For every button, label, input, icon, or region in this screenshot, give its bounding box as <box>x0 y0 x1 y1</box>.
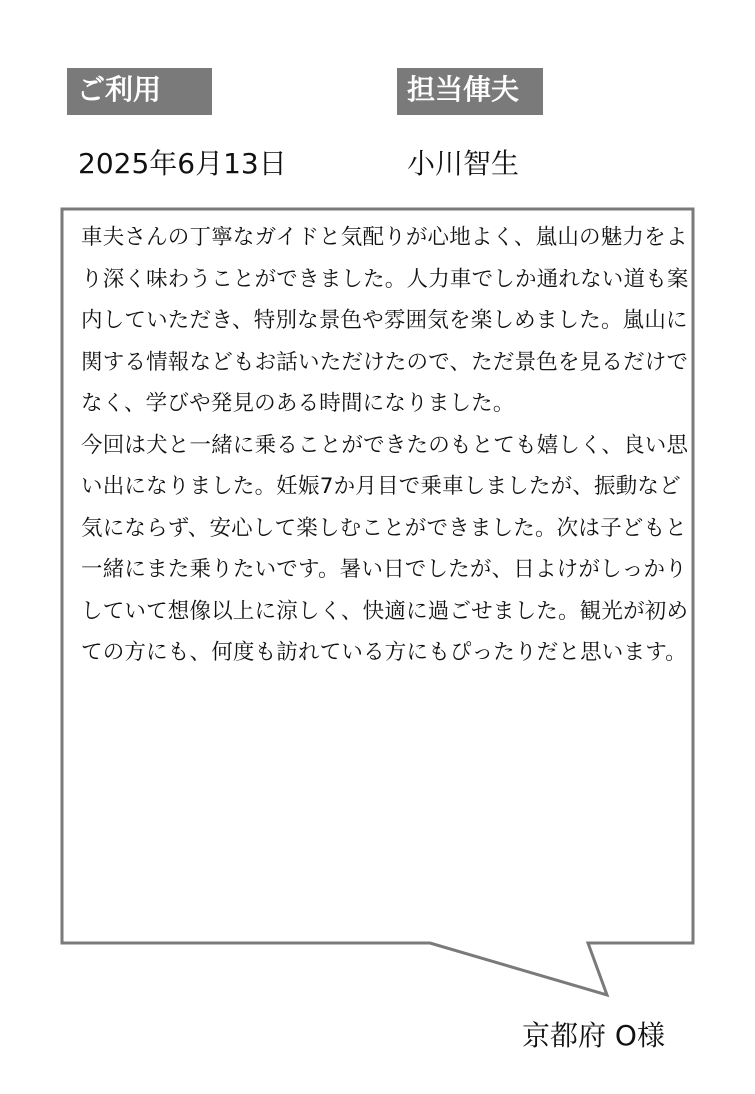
review-paragraph-1: 車夫さんの丁寧なガイドと気配りが心地よく、嵐山の魅力をより深く味わうことができました。人力車でしか通れない道も案内していただき、特別な景色や雰囲気を楽しめました。嵐山に関する情報などもお話いただけたので、ただ景色を見るだけでなく、学びや発見のある時間になりました。 <box>81 225 689 416</box>
review-paragraph-2: 今回は犬と一緒に乗ることができたのもとても嬉しく、良い思い出になりました。妊娠7か月目で乗車しましたが、振動など気にならず、安心して楽しむことができました。次は子どもと一緒にまた乗りたいです。暑い日でしたが、日よけがしっかりしていて想像以上に涼しく、快適に過ごせました。観光が初めての方にも、何度も訪れている方にもぴったりだと思います。 <box>81 432 689 665</box>
reviewer-signature: 京都府 O様 <box>522 1019 665 1052</box>
staff-label-text: 担当俥夫 <box>407 73 520 106</box>
staff-name: 小川智生 <box>407 147 520 180</box>
usage-label-text: ご利用 <box>77 73 162 106</box>
usage-date: 2025年6月13日 <box>78 147 287 180</box>
review-text <box>81 217 691 674</box>
